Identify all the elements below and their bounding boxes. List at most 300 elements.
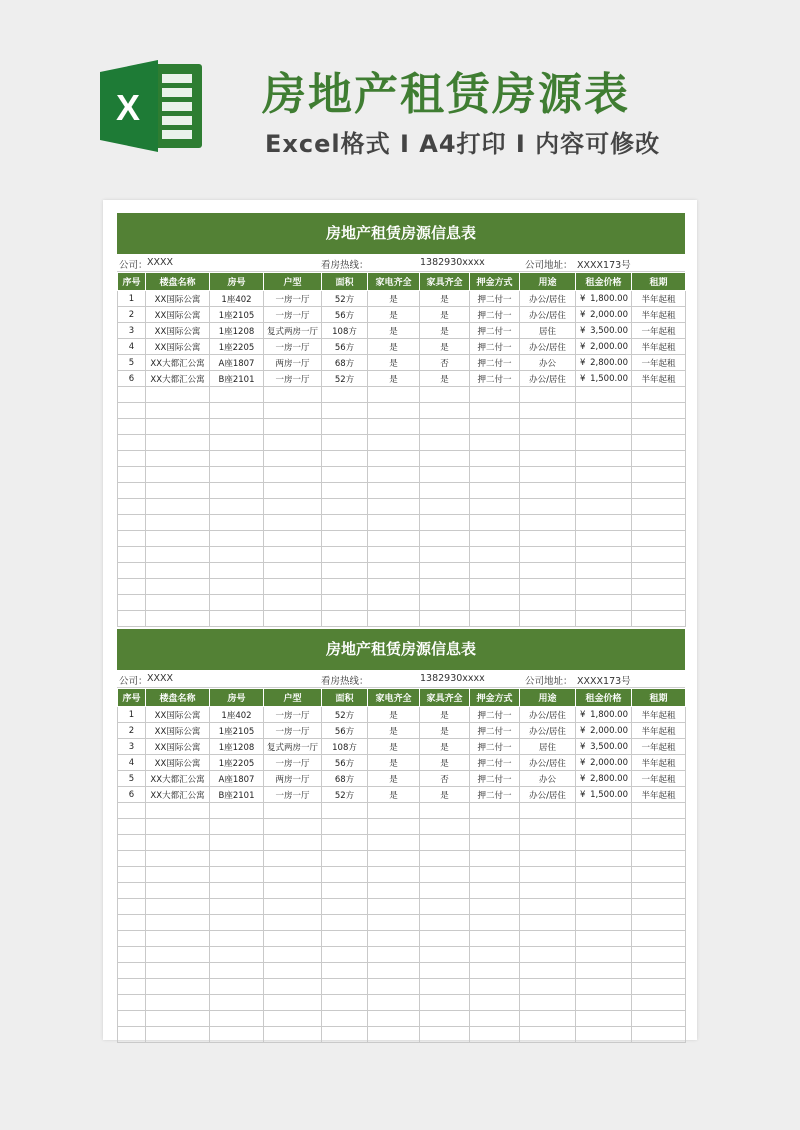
empty-cell[interactable] bbox=[264, 979, 322, 995]
empty-cell[interactable] bbox=[368, 435, 420, 451]
table-cell[interactable]: 52方 bbox=[322, 787, 368, 803]
empty-cell[interactable] bbox=[210, 947, 264, 963]
empty-cell[interactable] bbox=[470, 803, 520, 819]
empty-cell[interactable] bbox=[520, 451, 576, 467]
empty-cell[interactable] bbox=[210, 803, 264, 819]
empty-cell[interactable] bbox=[420, 915, 470, 931]
empty-cell[interactable] bbox=[576, 483, 632, 499]
empty-cell[interactable] bbox=[118, 611, 146, 627]
empty-cell[interactable] bbox=[322, 451, 368, 467]
empty-cell[interactable] bbox=[146, 483, 210, 499]
empty-cell[interactable] bbox=[264, 819, 322, 835]
empty-cell[interactable] bbox=[368, 995, 420, 1011]
empty-cell[interactable] bbox=[576, 931, 632, 947]
empty-cell[interactable] bbox=[264, 419, 322, 435]
table-cell[interactable]: 押二付一 bbox=[470, 371, 520, 387]
table-cell[interactable]: XX大都汇公寓 bbox=[146, 771, 210, 787]
table-cell[interactable]: XX国际公寓 bbox=[146, 723, 210, 739]
empty-cell[interactable] bbox=[520, 979, 576, 995]
empty-cell[interactable] bbox=[520, 515, 576, 531]
empty-cell[interactable] bbox=[368, 403, 420, 419]
table-cell[interactable]: XX大都汇公寓 bbox=[146, 355, 210, 371]
empty-cell[interactable] bbox=[470, 835, 520, 851]
table-cell[interactable]: 是 bbox=[420, 755, 470, 771]
empty-cell[interactable] bbox=[368, 819, 420, 835]
empty-cell[interactable] bbox=[264, 851, 322, 867]
empty-cell[interactable] bbox=[420, 595, 470, 611]
table-cell[interactable]: 居住 bbox=[520, 739, 576, 755]
empty-cell[interactable] bbox=[210, 867, 264, 883]
empty-cell[interactable] bbox=[322, 419, 368, 435]
empty-cell[interactable] bbox=[420, 387, 470, 403]
empty-cell[interactable] bbox=[470, 563, 520, 579]
table-cell[interactable]: 一房一厅 bbox=[264, 755, 322, 771]
empty-cell[interactable] bbox=[210, 819, 264, 835]
table-cell[interactable]: 半年起租 bbox=[632, 707, 686, 723]
empty-cell[interactable] bbox=[322, 803, 368, 819]
empty-cell[interactable] bbox=[520, 547, 576, 563]
table-cell[interactable]: 押二付一 bbox=[470, 355, 520, 371]
empty-cell[interactable] bbox=[118, 979, 146, 995]
empty-cell[interactable] bbox=[118, 595, 146, 611]
empty-cell[interactable] bbox=[322, 467, 368, 483]
empty-cell[interactable] bbox=[210, 387, 264, 403]
empty-cell[interactable] bbox=[210, 579, 264, 595]
table-cell[interactable]: 一房一厅 bbox=[264, 307, 322, 323]
table-cell[interactable]: 是 bbox=[420, 323, 470, 339]
table-cell[interactable]: 是 bbox=[368, 291, 420, 307]
empty-cell[interactable] bbox=[632, 579, 686, 595]
empty-cell[interactable] bbox=[322, 531, 368, 547]
empty-cell[interactable] bbox=[520, 483, 576, 499]
empty-cell[interactable] bbox=[632, 611, 686, 627]
table-cell[interactable]: 是 bbox=[420, 707, 470, 723]
empty-cell[interactable] bbox=[520, 435, 576, 451]
empty-cell[interactable] bbox=[576, 531, 632, 547]
empty-cell[interactable] bbox=[146, 915, 210, 931]
table-cell[interactable]: 办公/居住 bbox=[520, 339, 576, 355]
empty-cell[interactable] bbox=[470, 515, 520, 531]
empty-cell[interactable] bbox=[632, 915, 686, 931]
empty-cell[interactable] bbox=[576, 1011, 632, 1027]
table-cell[interactable]: 是 bbox=[420, 787, 470, 803]
table-cell[interactable]: 一房一厅 bbox=[264, 787, 322, 803]
empty-cell[interactable] bbox=[520, 563, 576, 579]
table-cell[interactable] bbox=[576, 339, 632, 355]
table-cell[interactable]: 52方 bbox=[322, 707, 368, 723]
empty-cell[interactable] bbox=[210, 611, 264, 627]
empty-cell[interactable] bbox=[146, 819, 210, 835]
table-cell[interactable]: XX大都汇公寓 bbox=[146, 371, 210, 387]
empty-cell[interactable] bbox=[146, 547, 210, 563]
empty-cell[interactable] bbox=[264, 483, 322, 499]
table-cell[interactable]: 是 bbox=[368, 323, 420, 339]
empty-cell[interactable] bbox=[470, 899, 520, 915]
empty-cell[interactable] bbox=[322, 931, 368, 947]
table-cell[interactable]: 是 bbox=[368, 339, 420, 355]
empty-cell[interactable] bbox=[470, 931, 520, 947]
empty-cell[interactable] bbox=[576, 947, 632, 963]
empty-cell[interactable] bbox=[210, 835, 264, 851]
table-cell[interactable]: 1座402 bbox=[210, 291, 264, 307]
empty-cell[interactable] bbox=[118, 899, 146, 915]
empty-cell[interactable] bbox=[420, 883, 470, 899]
empty-cell[interactable] bbox=[520, 1011, 576, 1027]
empty-cell[interactable] bbox=[632, 931, 686, 947]
empty-cell[interactable] bbox=[118, 963, 146, 979]
empty-cell[interactable] bbox=[210, 979, 264, 995]
empty-cell[interactable] bbox=[146, 1011, 210, 1027]
table-cell[interactable]: 是 bbox=[368, 307, 420, 323]
table-cell[interactable]: 1座2205 bbox=[210, 339, 264, 355]
empty-cell[interactable] bbox=[264, 947, 322, 963]
empty-cell[interactable] bbox=[470, 819, 520, 835]
table-cell[interactable]: 半年起租 bbox=[632, 723, 686, 739]
table-cell[interactable]: 是 bbox=[368, 355, 420, 371]
empty-cell[interactable] bbox=[632, 563, 686, 579]
table-cell[interactable]: 是 bbox=[368, 723, 420, 739]
empty-cell[interactable] bbox=[264, 547, 322, 563]
empty-cell[interactable] bbox=[146, 867, 210, 883]
empty-cell[interactable] bbox=[576, 387, 632, 403]
empty-cell[interactable] bbox=[146, 803, 210, 819]
empty-cell[interactable] bbox=[118, 835, 146, 851]
empty-cell[interactable] bbox=[118, 499, 146, 515]
table-cell[interactable]: XX国际公寓 bbox=[146, 755, 210, 771]
empty-cell[interactable] bbox=[576, 883, 632, 899]
empty-cell[interactable] bbox=[576, 435, 632, 451]
table-cell[interactable]: 是 bbox=[368, 371, 420, 387]
empty-cell[interactable] bbox=[470, 451, 520, 467]
empty-cell[interactable] bbox=[632, 1011, 686, 1027]
table-cell[interactable]: 押二付一 bbox=[470, 787, 520, 803]
empty-cell[interactable] bbox=[118, 403, 146, 419]
table-cell[interactable] bbox=[576, 371, 632, 387]
empty-cell[interactable] bbox=[632, 499, 686, 515]
table-cell[interactable]: 1座402 bbox=[210, 707, 264, 723]
table-cell[interactable]: XX国际公寓 bbox=[146, 339, 210, 355]
empty-cell[interactable] bbox=[420, 435, 470, 451]
table-cell[interactable]: 半年起租 bbox=[632, 371, 686, 387]
empty-cell[interactable] bbox=[322, 899, 368, 915]
empty-cell[interactable] bbox=[470, 851, 520, 867]
empty-cell[interactable] bbox=[420, 579, 470, 595]
empty-cell[interactable] bbox=[470, 547, 520, 563]
table-cell[interactable]: 56方 bbox=[322, 339, 368, 355]
empty-cell[interactable] bbox=[210, 1027, 264, 1043]
empty-cell[interactable] bbox=[632, 419, 686, 435]
table-cell[interactable]: 半年起租 bbox=[632, 787, 686, 803]
empty-cell[interactable] bbox=[576, 979, 632, 995]
empty-cell[interactable] bbox=[420, 515, 470, 531]
empty-cell[interactable] bbox=[632, 467, 686, 483]
empty-cell[interactable] bbox=[118, 947, 146, 963]
table-cell[interactable]: B座2101 bbox=[210, 371, 264, 387]
table-cell[interactable]: XX国际公寓 bbox=[146, 739, 210, 755]
table-cell[interactable]: 是 bbox=[420, 339, 470, 355]
table-cell[interactable] bbox=[576, 755, 632, 771]
empty-cell[interactable] bbox=[210, 931, 264, 947]
empty-cell[interactable] bbox=[520, 467, 576, 483]
empty-cell[interactable] bbox=[264, 515, 322, 531]
table-cell[interactable]: 押二付一 bbox=[470, 291, 520, 307]
empty-cell[interactable] bbox=[322, 835, 368, 851]
empty-cell[interactable] bbox=[632, 835, 686, 851]
empty-cell[interactable] bbox=[470, 867, 520, 883]
empty-cell[interactable] bbox=[368, 803, 420, 819]
empty-cell[interactable] bbox=[576, 611, 632, 627]
empty-cell[interactable] bbox=[576, 595, 632, 611]
empty-cell[interactable] bbox=[322, 483, 368, 499]
empty-cell[interactable] bbox=[264, 467, 322, 483]
empty-cell[interactable] bbox=[520, 931, 576, 947]
empty-cell[interactable] bbox=[420, 931, 470, 947]
empty-cell[interactable] bbox=[146, 1027, 210, 1043]
table-cell[interactable] bbox=[576, 723, 632, 739]
empty-cell[interactable] bbox=[420, 899, 470, 915]
empty-cell[interactable] bbox=[146, 579, 210, 595]
empty-cell[interactable] bbox=[368, 1027, 420, 1043]
table-cell[interactable]: 56方 bbox=[322, 307, 368, 323]
empty-cell[interactable] bbox=[420, 403, 470, 419]
empty-cell[interactable] bbox=[420, 531, 470, 547]
empty-cell[interactable] bbox=[576, 915, 632, 931]
table-cell[interactable]: 居住 bbox=[520, 323, 576, 339]
table-cell[interactable]: 2 bbox=[118, 723, 146, 739]
empty-cell[interactable] bbox=[576, 803, 632, 819]
empty-cell[interactable] bbox=[118, 531, 146, 547]
empty-cell[interactable] bbox=[632, 851, 686, 867]
empty-cell[interactable] bbox=[146, 931, 210, 947]
empty-cell[interactable] bbox=[264, 451, 322, 467]
table-cell[interactable]: XX国际公寓 bbox=[146, 291, 210, 307]
table-cell[interactable]: 办公/居住 bbox=[520, 787, 576, 803]
empty-cell[interactable] bbox=[264, 867, 322, 883]
empty-cell[interactable] bbox=[118, 387, 146, 403]
empty-cell[interactable] bbox=[210, 467, 264, 483]
table-cell[interactable]: 押二付一 bbox=[470, 755, 520, 771]
empty-cell[interactable] bbox=[322, 1011, 368, 1027]
empty-cell[interactable] bbox=[264, 579, 322, 595]
empty-cell[interactable] bbox=[420, 483, 470, 499]
table-cell[interactable]: 押二付一 bbox=[470, 323, 520, 339]
empty-cell[interactable] bbox=[146, 467, 210, 483]
empty-cell[interactable] bbox=[520, 947, 576, 963]
empty-cell[interactable] bbox=[420, 499, 470, 515]
table-cell[interactable]: 一房一厅 bbox=[264, 371, 322, 387]
table-cell[interactable]: 办公/居住 bbox=[520, 307, 576, 323]
empty-cell[interactable] bbox=[368, 483, 420, 499]
empty-cell[interactable] bbox=[576, 899, 632, 915]
empty-cell[interactable] bbox=[264, 563, 322, 579]
empty-cell[interactable] bbox=[322, 963, 368, 979]
empty-cell[interactable] bbox=[470, 883, 520, 899]
table-cell[interactable]: 半年起租 bbox=[632, 755, 686, 771]
empty-cell[interactable] bbox=[118, 451, 146, 467]
table-cell[interactable]: 108方 bbox=[322, 739, 368, 755]
empty-cell[interactable] bbox=[368, 467, 420, 483]
empty-cell[interactable] bbox=[368, 979, 420, 995]
empty-cell[interactable] bbox=[368, 867, 420, 883]
empty-cell[interactable] bbox=[576, 835, 632, 851]
table-cell[interactable]: 是 bbox=[368, 771, 420, 787]
table-cell[interactable]: XX国际公寓 bbox=[146, 307, 210, 323]
table-cell[interactable]: 2 bbox=[118, 307, 146, 323]
table-cell[interactable]: 一房一厅 bbox=[264, 723, 322, 739]
empty-cell[interactable] bbox=[210, 899, 264, 915]
table-cell[interactable]: A座1807 bbox=[210, 355, 264, 371]
empty-cell[interactable] bbox=[118, 1027, 146, 1043]
table-cell[interactable]: 5 bbox=[118, 771, 146, 787]
table-cell[interactable]: 1座1208 bbox=[210, 739, 264, 755]
empty-cell[interactable] bbox=[118, 547, 146, 563]
empty-cell[interactable] bbox=[322, 947, 368, 963]
empty-cell[interactable] bbox=[368, 947, 420, 963]
empty-cell[interactable] bbox=[632, 531, 686, 547]
empty-cell[interactable] bbox=[210, 1011, 264, 1027]
empty-cell[interactable] bbox=[118, 995, 146, 1011]
empty-cell[interactable] bbox=[520, 835, 576, 851]
empty-cell[interactable] bbox=[118, 419, 146, 435]
table-cell[interactable] bbox=[576, 787, 632, 803]
empty-cell[interactable] bbox=[470, 595, 520, 611]
empty-cell[interactable] bbox=[368, 835, 420, 851]
empty-cell[interactable] bbox=[520, 819, 576, 835]
empty-cell[interactable] bbox=[118, 483, 146, 499]
empty-cell[interactable] bbox=[322, 979, 368, 995]
empty-cell[interactable] bbox=[576, 451, 632, 467]
empty-cell[interactable] bbox=[146, 835, 210, 851]
empty-cell[interactable] bbox=[632, 515, 686, 531]
empty-cell[interactable] bbox=[210, 595, 264, 611]
empty-cell[interactable] bbox=[520, 915, 576, 931]
empty-cell[interactable] bbox=[520, 387, 576, 403]
table-cell[interactable]: 1 bbox=[118, 291, 146, 307]
table-cell[interactable]: 一年起租 bbox=[632, 771, 686, 787]
table-cell[interactable]: 4 bbox=[118, 339, 146, 355]
empty-cell[interactable] bbox=[632, 483, 686, 499]
empty-cell[interactable] bbox=[146, 403, 210, 419]
empty-cell[interactable] bbox=[146, 979, 210, 995]
table-cell[interactable]: 6 bbox=[118, 787, 146, 803]
empty-cell[interactable] bbox=[322, 1027, 368, 1043]
table-cell[interactable]: 押二付一 bbox=[470, 707, 520, 723]
table-cell[interactable]: 1座1208 bbox=[210, 323, 264, 339]
table-cell[interactable] bbox=[576, 771, 632, 787]
empty-cell[interactable] bbox=[264, 611, 322, 627]
table-cell[interactable] bbox=[576, 707, 632, 723]
table-cell[interactable]: B座2101 bbox=[210, 787, 264, 803]
empty-cell[interactable] bbox=[420, 963, 470, 979]
empty-cell[interactable] bbox=[520, 403, 576, 419]
table-cell[interactable]: 押二付一 bbox=[470, 723, 520, 739]
empty-cell[interactable] bbox=[470, 1011, 520, 1027]
empty-cell[interactable] bbox=[632, 995, 686, 1011]
table-cell[interactable]: 108方 bbox=[322, 323, 368, 339]
table-cell[interactable]: 押二付一 bbox=[470, 339, 520, 355]
table-cell[interactable] bbox=[576, 355, 632, 371]
empty-cell[interactable] bbox=[368, 1011, 420, 1027]
table-cell[interactable]: 6 bbox=[118, 371, 146, 387]
empty-cell[interactable] bbox=[576, 403, 632, 419]
table-cell[interactable]: 是 bbox=[420, 723, 470, 739]
empty-cell[interactable] bbox=[264, 899, 322, 915]
empty-cell[interactable] bbox=[470, 435, 520, 451]
empty-cell[interactable] bbox=[470, 387, 520, 403]
empty-cell[interactable] bbox=[420, 451, 470, 467]
empty-cell[interactable] bbox=[118, 515, 146, 531]
table-cell[interactable]: 3 bbox=[118, 323, 146, 339]
table-cell[interactable]: 一年起租 bbox=[632, 739, 686, 755]
empty-cell[interactable] bbox=[146, 451, 210, 467]
table-cell[interactable]: 两房一厅 bbox=[264, 355, 322, 371]
table-cell[interactable]: 一房一厅 bbox=[264, 291, 322, 307]
empty-cell[interactable] bbox=[632, 403, 686, 419]
table-cell[interactable]: 52方 bbox=[322, 371, 368, 387]
empty-cell[interactable] bbox=[322, 851, 368, 867]
table-cell[interactable]: 1 bbox=[118, 707, 146, 723]
empty-cell[interactable] bbox=[146, 595, 210, 611]
empty-cell[interactable] bbox=[576, 515, 632, 531]
empty-cell[interactable] bbox=[632, 803, 686, 819]
empty-cell[interactable] bbox=[368, 931, 420, 947]
empty-cell[interactable] bbox=[322, 883, 368, 899]
empty-cell[interactable] bbox=[322, 579, 368, 595]
table-cell[interactable]: 一房一厅 bbox=[264, 339, 322, 355]
empty-cell[interactable] bbox=[322, 611, 368, 627]
table-cell[interactable] bbox=[576, 307, 632, 323]
empty-cell[interactable] bbox=[210, 531, 264, 547]
empty-cell[interactable] bbox=[470, 611, 520, 627]
table-cell[interactable] bbox=[576, 739, 632, 755]
empty-cell[interactable] bbox=[470, 1027, 520, 1043]
table-cell[interactable]: 是 bbox=[420, 307, 470, 323]
empty-cell[interactable] bbox=[146, 963, 210, 979]
table-cell[interactable]: 办公/居住 bbox=[520, 707, 576, 723]
empty-cell[interactable] bbox=[210, 547, 264, 563]
empty-cell[interactable] bbox=[368, 899, 420, 915]
empty-cell[interactable] bbox=[368, 563, 420, 579]
empty-cell[interactable] bbox=[322, 915, 368, 931]
empty-cell[interactable] bbox=[322, 819, 368, 835]
empty-cell[interactable] bbox=[264, 1027, 322, 1043]
empty-cell[interactable] bbox=[368, 579, 420, 595]
empty-cell[interactable] bbox=[264, 915, 322, 931]
table-cell[interactable]: 办公 bbox=[520, 355, 576, 371]
empty-cell[interactable] bbox=[470, 419, 520, 435]
table-cell[interactable]: 1座2105 bbox=[210, 723, 264, 739]
empty-cell[interactable] bbox=[264, 499, 322, 515]
empty-cell[interactable] bbox=[576, 995, 632, 1011]
empty-cell[interactable] bbox=[264, 1011, 322, 1027]
empty-cell[interactable] bbox=[264, 403, 322, 419]
empty-cell[interactable] bbox=[118, 803, 146, 819]
table-cell[interactable]: 复式两房一厅 bbox=[264, 739, 322, 755]
empty-cell[interactable] bbox=[632, 963, 686, 979]
empty-cell[interactable] bbox=[264, 803, 322, 819]
empty-cell[interactable] bbox=[146, 947, 210, 963]
empty-cell[interactable] bbox=[118, 915, 146, 931]
empty-cell[interactable] bbox=[470, 403, 520, 419]
empty-cell[interactable] bbox=[470, 963, 520, 979]
empty-cell[interactable] bbox=[632, 979, 686, 995]
empty-cell[interactable] bbox=[210, 515, 264, 531]
empty-cell[interactable] bbox=[470, 499, 520, 515]
empty-cell[interactable] bbox=[146, 563, 210, 579]
table-cell[interactable]: XX大都汇公寓 bbox=[146, 787, 210, 803]
table-cell[interactable]: 68方 bbox=[322, 771, 368, 787]
table-cell[interactable]: XX国际公寓 bbox=[146, 707, 210, 723]
